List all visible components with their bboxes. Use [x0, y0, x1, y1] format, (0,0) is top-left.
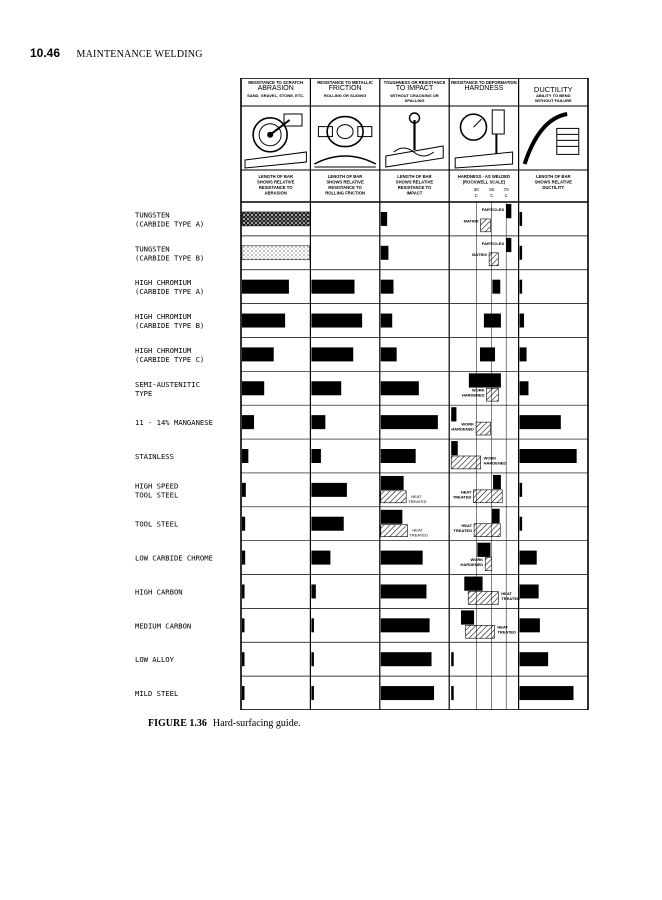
row-1-hardness-label-hatch-0: MATRIX: [472, 252, 488, 258]
row-13-ductility-bar: [520, 652, 549, 666]
row-0-hardness-label-hatch-0: MATRIX: [463, 218, 479, 224]
row-5-label-0: SEMI-AUSTENITIC: [135, 379, 200, 389]
column-1-description-2: RESISTANCE TO: [328, 185, 362, 190]
row-0-hardness-label-solid: PARTICLES: [481, 207, 505, 212]
row-12-hardness-hatch-bar: [466, 625, 495, 638]
column-3-title: HARDNESS: [464, 85, 504, 92]
row-7-hardness-label-hatch-0: WORK: [483, 455, 497, 461]
row-12-impact-bar: [381, 618, 430, 632]
row-12-hardness-label-hatch-0: HEAT: [497, 624, 508, 630]
row-3-ductility-bar: [520, 314, 524, 328]
row-5-hardness-hatch-bar: [487, 388, 499, 401]
row-5-label-1: TYPE: [135, 388, 153, 398]
row-9-ductility-bar: [520, 517, 523, 531]
hard-surfacing-guide-figure: [135, 78, 595, 710]
column-4-description-0: LENGTH OF BAR: [536, 174, 571, 179]
row-10-hardness-label-hatch-1: HARDENED: [460, 561, 484, 567]
row-5-hardness-label-hatch-0: WORK: [471, 387, 485, 393]
row-13-impact-bar: [381, 652, 432, 666]
row-2-label-0: HIGH CHROMIUM: [135, 278, 192, 288]
column-2-description-2: RESISTANCE TO: [397, 185, 432, 190]
running-title: MAINTENANCE WELDING: [76, 49, 203, 60]
column-4-subtitle-1: WITHOUT FAILURE: [534, 98, 572, 103]
column-1-subtitle-0: ROLLING OR SLIDING: [323, 93, 367, 98]
column-2-subtitle-0: WITHOUT CRACKING OR: [390, 93, 439, 98]
row-13-label-0: LOW ALLOY: [135, 655, 174, 665]
row-4-friction-bar: [311, 347, 353, 361]
row-1-hardness-label-solid: PARTICLES: [481, 240, 505, 246]
row-4-label-1: (CARBIDE TYPE C): [135, 354, 205, 364]
row-8-impact-treated-label-1: TREATED: [408, 498, 427, 504]
column-3-description-0: HARDNESS - AS WELDED: [457, 174, 511, 179]
row-3-label-1: (CARBIDE TYPE B): [135, 321, 205, 331]
row-9-impact-treated-label-1: TREATED: [409, 532, 428, 538]
row-0-abrasion-bar: [242, 212, 309, 226]
column-1-description-1: SHOWS RELATIVE: [326, 179, 364, 185]
row-1-label-0: TUNGSTEN: [135, 244, 170, 254]
hardness-gauge-illustration: [455, 110, 512, 168]
row-0-hardness-solid-bar: [506, 204, 511, 218]
row-5-friction-bar: [311, 381, 341, 395]
row-13-hardness-solid-bar: [451, 652, 454, 666]
row-1-ductility-bar: [520, 246, 523, 260]
column-3-description-1: (ROCKWELL SCALE): [462, 179, 506, 185]
hammer-illustration: [386, 113, 443, 167]
row-6-label-0: 11 - 14% MANGANESE: [135, 418, 213, 428]
hardness-scale-unit-1: C: [490, 193, 494, 198]
rollers-illustration: [314, 117, 375, 167]
row-7-impact-bar: [381, 449, 416, 463]
row-1-abrasion-bar: [242, 246, 309, 260]
row-4-hardness-solid-bar: [480, 347, 495, 361]
bent-bar-illustration: [525, 114, 579, 164]
row-6-ductility-bar: [520, 415, 561, 429]
row-5-abrasion-bar: [242, 381, 264, 395]
row-8-hardness-label-hatch-1: TREATED: [452, 494, 472, 500]
row-8-label-0: HIGH SPEED: [135, 481, 179, 491]
row-9-hardness-label-hatch-0: HEAT: [461, 523, 473, 529]
row-9-impact-treated-label-0: HEAT: [412, 527, 423, 533]
column-2-description-3: IMPACT: [406, 190, 423, 196]
row-11-friction-bar: [311, 584, 315, 598]
row-12-hardness-label-hatch-1: TREATED: [497, 629, 516, 635]
column-0-title: ABRASION: [257, 85, 294, 92]
row-2-abrasion-bar: [242, 280, 289, 294]
row-5-hardness-solid-bar: [469, 373, 501, 387]
row-11-impact-bar: [381, 584, 427, 598]
row-9-hardness-hatch-bar: [474, 524, 500, 537]
row-14-label-0: MILD STEEL: [135, 689, 179, 699]
column-4-subtitle-0: ABILITY TO BEND: [536, 93, 571, 98]
row-7-abrasion-bar: [242, 449, 248, 463]
row-8-impact-treated-label-0: HEAT: [411, 493, 422, 499]
row-0-ductility-bar: [520, 212, 523, 226]
row-8-abrasion-bar: [242, 483, 246, 497]
row-9-label-0: TOOL STEEL: [135, 519, 179, 529]
hardness-scale-70: 70: [503, 187, 509, 192]
row-0-impact-bar: [381, 212, 387, 226]
row-12-abrasion-bar: [242, 618, 245, 632]
row-8-impact-bar: [381, 476, 404, 490]
figure-caption-label: FIGURE 1.36: [148, 718, 207, 729]
row-5-impact-bar: [381, 381, 419, 395]
row-14-abrasion-bar: [242, 686, 245, 700]
row-13-friction-bar: [311, 652, 314, 666]
row-3-label-0: HIGH CHROMIUM: [135, 312, 192, 322]
column-2-title: TO IMPACT: [395, 85, 434, 92]
row-2-friction-bar: [311, 280, 354, 294]
row-10-label-0: LOW CARBIDE CHROME: [135, 553, 213, 563]
row-9-abrasion-bar: [242, 517, 245, 531]
row-4-ductility-bar: [520, 347, 527, 361]
row-14-hardness-solid-bar: [451, 686, 454, 700]
row-6-hardness-label-hatch-1: HARDENED: [451, 426, 475, 432]
row-6-hardness-label-hatch-0: WORK: [461, 421, 475, 427]
row-10-abrasion-bar: [242, 551, 245, 565]
row-11-hardness-label-hatch-0: HEAT: [501, 590, 512, 596]
hardness-scale-30: 30: [473, 187, 479, 192]
row-4-label-0: HIGH CHROMIUM: [135, 345, 192, 355]
row-11-hardness-hatch-bar: [468, 591, 498, 604]
column-2-subtitle-1: SPALLING: [404, 98, 425, 103]
row-6-friction-bar: [311, 415, 325, 429]
row-10-hardness-solid-bar: [477, 543, 490, 557]
row-3-abrasion-bar: [242, 314, 285, 328]
row-8-impact-treated-bar: [381, 491, 406, 503]
row-1-hardness-solid-bar: [506, 238, 511, 252]
column-0-description-0: LENGTH OF BAR: [258, 174, 293, 179]
row-5-ductility-bar: [520, 381, 529, 395]
row-9-impact-bar: [381, 510, 403, 524]
row-3-impact-bar: [381, 314, 392, 328]
row-2-impact-bar: [381, 280, 394, 294]
row-10-friction-bar: [311, 551, 330, 565]
row-0-label-1: (CARBIDE TYPE A): [135, 219, 205, 229]
row-1-impact-bar: [381, 246, 389, 260]
row-5-hardness-label-hatch-1: HARDENED: [461, 392, 485, 398]
row-4-abrasion-bar: [242, 347, 274, 361]
row-11-label-0: HIGH CARBON: [135, 587, 183, 597]
column-0-description-1: SHOWS RELATIVE: [257, 179, 295, 185]
row-7-hardness-solid-bar: [451, 441, 458, 455]
column-4-title: DUCTILITY: [533, 85, 573, 94]
row-2-label-1: (CARBIDE TYPE A): [135, 287, 205, 297]
hardness-scale-unit-0: C: [474, 193, 478, 198]
row-10-hardness-hatch-bar: [485, 558, 492, 571]
row-8-hardness-solid-bar: [493, 475, 501, 489]
row-6-hardness-hatch-bar: [476, 422, 490, 435]
column-1-description-3: ROLLING FRICTION: [325, 190, 365, 196]
row-6-impact-bar: [381, 415, 438, 429]
row-11-ductility-bar: [520, 584, 539, 598]
row-9-impact-treated-bar: [381, 525, 408, 537]
column-0-description-2: RESISTANCE TO: [258, 185, 293, 190]
row-10-ductility-bar: [520, 551, 537, 565]
row-11-abrasion-bar: [242, 584, 245, 598]
row-0-hardness-hatch-bar: [481, 219, 491, 232]
row-3-hardness-solid-bar: [484, 314, 501, 328]
row-12-friction-bar: [311, 618, 314, 632]
row-8-friction-bar: [311, 483, 347, 497]
row-12-label-0: MEDIUM CARBON: [135, 621, 192, 631]
hardness-scale-unit-2: C: [504, 193, 508, 198]
row-8-hardness-label-hatch-0: HEAT: [460, 489, 472, 495]
row-7-hardness-label-hatch-1: HARDENED: [483, 460, 507, 466]
row-8-ductility-bar: [520, 483, 523, 497]
column-1-title: FRICTION: [328, 85, 362, 92]
figure-caption: [148, 718, 301, 729]
grinding-wheel-illustration: [245, 114, 306, 168]
row-7-friction-bar: [311, 449, 321, 463]
running-head: [30, 46, 203, 60]
row-12-ductility-bar: [520, 618, 540, 632]
column-1-description-0: LENGTH OF BAR: [327, 174, 363, 179]
row-9-hardness-label-hatch-1: TREATED: [453, 528, 473, 534]
row-12-hardness-solid-bar: [461, 610, 474, 624]
row-6-abrasion-bar: [242, 415, 254, 429]
row-10-impact-bar: [381, 551, 423, 565]
hardness-scale-50: 50: [489, 187, 495, 192]
row-9-friction-bar: [311, 517, 343, 531]
row-14-ductility-bar: [520, 686, 574, 700]
hard-surfacing-chart: [135, 78, 595, 710]
row-8-hardness-hatch-bar: [473, 490, 502, 503]
row-14-friction-bar: [311, 686, 314, 700]
row-13-abrasion-bar: [242, 652, 245, 666]
column-3-title-small: RESISTANCE TO DEFORMATION: [451, 80, 517, 85]
row-7-ductility-bar: [520, 449, 577, 463]
page-number: 10.46: [30, 46, 61, 60]
column-4-description-2: DUCTILITY: [542, 185, 565, 190]
column-2-description-0: LENGTH OF BAR: [397, 174, 432, 179]
row-11-hardness-label-hatch-1: TREATED: [501, 595, 520, 601]
row-2-hardness-solid-bar: [492, 280, 500, 294]
row-14-impact-bar: [381, 686, 434, 700]
column-0-title-small: RESISTANCE TO SCRATCH: [248, 80, 304, 85]
row-3-friction-bar: [311, 314, 362, 328]
figure-caption-text: Hard-surfacing guide.: [212, 718, 301, 729]
row-9-hardness-solid-bar: [492, 509, 500, 523]
column-1-title-small: RESISTANCE TO METALLIC: [317, 80, 373, 85]
column-4-description-1: SHOWS RELATIVE: [534, 179, 572, 185]
row-8-label-1: TOOL STEEL: [135, 490, 179, 500]
row-10-hardness-label-hatch-0: WORK: [470, 556, 484, 562]
row-0-label-0: TUNGSTEN: [135, 210, 170, 220]
row-2-ductility-bar: [520, 280, 523, 294]
row-1-label-1: (CARBIDE TYPE B): [135, 253, 205, 263]
column-2-description-1: SHOWS RELATIVE: [395, 179, 434, 185]
row-6-hardness-solid-bar: [451, 407, 456, 421]
row-11-hardness-solid-bar: [464, 577, 482, 591]
column-2-title-small: TOUGHNESS OR RESISTANCE: [383, 80, 446, 85]
row-4-impact-bar: [381, 347, 397, 361]
column-0-description-3: ABRASION: [264, 190, 287, 196]
column-0-subtitle-0: SAND, GRAVEL, STONE, ETC.: [247, 93, 305, 98]
row-1-hardness-hatch-bar: [489, 253, 498, 266]
row-7-label-0: STAINLESS: [135, 452, 174, 461]
